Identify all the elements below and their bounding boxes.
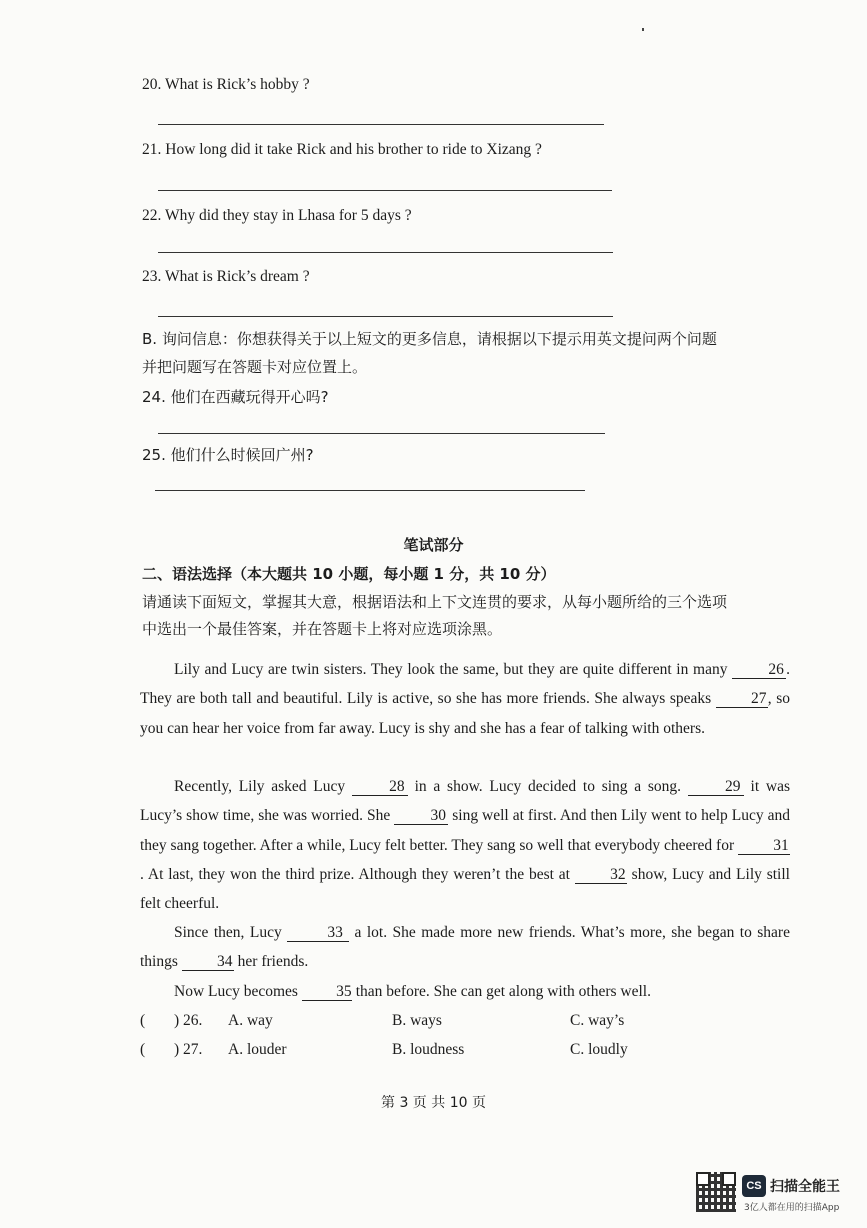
answer-paren-open: ( <box>140 1012 146 1029</box>
passage-paragraph-1: Lily and Lucy are twin sisters. They look the same, but they are quite different in many 26 . They are both tall and beautiful. Lily is active, so she has more friends. She always speaks 27, so you can hear her voice from far away. Lucy is shy and she has a fear of talking with others. <box>140 661 790 737</box>
blank-33: 33 <box>287 924 349 942</box>
answer-line-25 <box>155 490 585 491</box>
option-26-b: B. ways <box>392 1012 442 1029</box>
scanner-app-name: 扫描全能王 <box>770 1179 840 1195</box>
section-b-instruction-1: B. 询问信息：你想获得关于以上短文的更多信息，请根据以下提示用英文提问两个问题 <box>142 330 717 348</box>
question-20: 20. What is Rick’s hobby ? <box>142 76 310 93</box>
section-b-instruction-2: 并把问题写在答题卡对应位置上。 <box>142 358 368 376</box>
answer-line-21 <box>158 190 612 191</box>
answer-paren-close: ) 26. <box>174 1012 203 1029</box>
answer-paren-open: ( <box>140 1041 146 1058</box>
passage-paragraph-4: Now Lucy becomes 35 than before. She can get along with others well. <box>174 983 651 1000</box>
options-row-26 <box>140 1012 780 1034</box>
answer-line-22 <box>158 252 613 253</box>
blank-26: 26 <box>732 661 786 679</box>
passage-paragraph-2: Recently, Lily asked Lucy 28 in a show. Lucy decided to sing a song. 29 it was Lucy’s show time, she was worried. She 30 sing well at first. And then Lily went to help Lucy and they sang together. After a while, Lucy felt better. They sang so well that everybody cheered for 31. At last, they won the third prize. Although they weren’t the best at 32 show, Lucy and Lily still felt cheerful. <box>140 778 790 913</box>
blank-27: 27 <box>716 690 768 708</box>
question-22: 22. Why did they stay in Lhasa for 5 days ? <box>142 207 412 224</box>
option-26-c: C. way’s <box>570 1012 625 1029</box>
blank-28: 28 <box>352 778 408 796</box>
answer-paren-close: ) 27. <box>174 1041 203 1058</box>
blank-35: 35 <box>302 983 352 1001</box>
options-row-27 <box>140 1041 780 1063</box>
answer-line-23 <box>158 316 613 317</box>
blank-34: 34 <box>182 953 234 971</box>
page-footer: 第 3 页 共 10 页 <box>381 1095 486 1111</box>
grammar-instruction-2: 中选出一个最佳答案，并在答题卡上将对应选项涂黑。 <box>142 620 503 638</box>
option-26-a: A. way <box>228 1012 273 1029</box>
grammar-section-title: 二、语法选择（本大题共 10 小题，每小题 1 分，共 10 分） <box>142 565 556 583</box>
blank-32: 32 <box>575 866 627 884</box>
passage-paragraph-3: Since then, Lucy 33 a lot. She made more new friends. What’s more, she began to share things 34 her friends. <box>140 924 790 971</box>
question-24: 24. 他们在西藏玩得开心吗? <box>142 388 329 406</box>
option-27-a: A. louder <box>228 1041 287 1058</box>
written-part-heading: 笔试部分 <box>403 536 464 554</box>
scanner-tagline: 3亿人都在用的扫描App <box>744 1203 840 1213</box>
option-27-b: B. loudness <box>392 1041 465 1058</box>
scan-speck <box>642 28 644 31</box>
qr-code-icon <box>696 1172 736 1212</box>
grammar-instruction-1: 请通读下面短文，掌握其大意，根据语法和上下文连贯的要求，从每小题所给的三个选项 <box>142 593 728 611</box>
blank-29: 29 <box>688 778 744 796</box>
answer-line-24 <box>158 433 605 434</box>
camscanner-logo-icon: CS <box>742 1175 766 1197</box>
question-23: 23. What is Rick’s dream ? <box>142 268 310 285</box>
blank-31: 31 <box>738 837 790 855</box>
blank-30: 30 <box>394 807 448 825</box>
option-27-c: C. loudly <box>570 1041 628 1058</box>
question-21: 21. How long did it take Rick and his brother to ride to Xizang ? <box>142 141 542 158</box>
question-25: 25. 他们什么时候回广州? <box>142 446 314 464</box>
answer-line-20 <box>158 124 604 125</box>
